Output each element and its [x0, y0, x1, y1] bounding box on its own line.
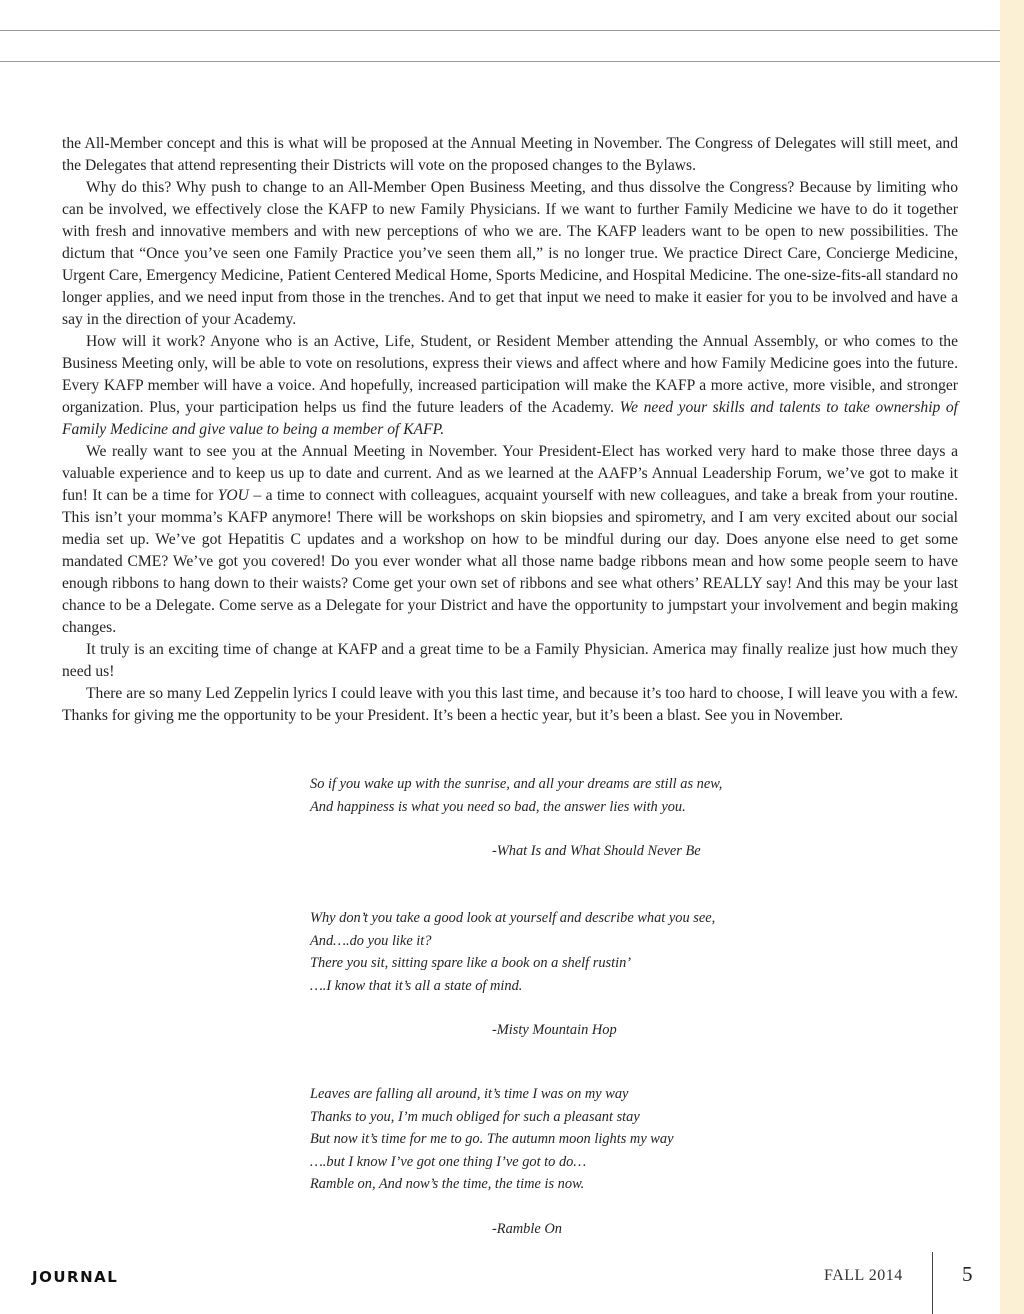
header-rule-top — [0, 30, 1000, 31]
lyric-attribution: -Misty Mountain Hop — [492, 1022, 617, 1038]
lyric-attribution: -Ramble On — [492, 1220, 562, 1237]
lyric-stanza-1 — [310, 773, 770, 863]
lyric-attribution: -What Is and What Should Never Be — [492, 843, 701, 859]
article-paragraph — [62, 441, 958, 639]
paragraph-text: – a time to connect with colleagues, acquaint yourself with new colleagues, and take a break from your routine. This isn’t your momma’s KAFP anymore! There will be workshops on skin biopsies and spirometry, and I am very excited about our social media set up. We’ve got Hepatitis C updates and a workshop on how to be mindful during our day. Does anyone else need to get some mandated CME? We’ve got you covered! Do you ever wonder what all those name badge ribbons mean and how some people seem to have enough ribbons to hang down to their waists? Come get your own set of ribbons and see what others’ REALLY say! And this may be your last chance to be a Delegate. Come serve as a Delegate for your District and have the opportunity to jumpstart your involvement and begin making changes. — [62, 487, 958, 636]
publication-name: JOURNAL — [32, 1268, 119, 1286]
lyric-line: And happiness is what you need so bad, the answer lies with you. — [310, 798, 686, 815]
header-rule-bottom — [0, 61, 1000, 62]
article-paragraph — [62, 331, 958, 441]
lyric-line: Ramble on, And now’s the time, the time is now. — [310, 1176, 585, 1192]
lyric-line: So if you wake up with the sunrise, and all your dreams are still as new, — [310, 776, 723, 792]
lyric-stanza-2 — [310, 907, 770, 1042]
side-color-band — [1000, 0, 1024, 1314]
lyric-stanza-3 — [310, 1083, 770, 1240]
lyric-line: ….but I know I’ve got one thing I’ve got to do… — [310, 1153, 587, 1170]
lyric-line: Thanks to you, I’m much obliged for such a pleasant stay — [310, 1108, 640, 1125]
article-paragraph: the All-Member concept and this is what will be proposed at the Annual Meeting in November. The Congress of Delegates will still meet, and the Delegates that attend representing their Districts will vote on the proposed changes to the Bylaws. — [62, 135, 958, 174]
page-number: 5 — [962, 1262, 973, 1286]
lyric-line: ….I know that it’s all a state of mind. — [310, 977, 523, 994]
lyric-line: Why don’t you take a good look at yourself and describe what you see, — [310, 910, 716, 926]
article-paragraph: Why do this? Why push to change to an All-Member Open Business Meeting, and thus dissolve the Congress? Because by limiting who can be involved, we effectively close the KAFP to new Family Physicians. If we want to further Family Medicine we have to do it together with fresh and innovative members and with new perceptions of who we are. The KAFP leaders want to be open to new possibilities. The dictum that “Once you’ve seen one Family Practice you’ve seen them all,” is no longer true. We practice Direct Care, Concierge Medicine, Urgent Care, Emergency Medicine, Patient Centered Medical Home, Sports Medicine, and Hospital Medicine. The one-size-fits-all standard no longer applies, and we need input from those in the trenches. And to get that input we need to make it easier for you to be involved and have a say in the direction of your Academy. — [62, 179, 958, 328]
lyric-line: But now it’s time for me to go. The autumn moon lights my way — [310, 1131, 674, 1147]
emphasis-text: YOU — [217, 487, 249, 504]
lyric-line: And….do you like it? — [310, 932, 432, 949]
article-paragraph: There are so many Led Zeppelin lyrics I could leave with you this last time, and because it’s too hard to choose, I will leave you with a few. Thanks for giving me the opportunity to be your President. It’s been a hectic year, but it’s been a blast. See you in November. — [62, 685, 958, 724]
issue-label: FALL 2014 — [824, 1267, 903, 1284]
paragraph-text: We really want to see you at the Annual Meeting in November. Your President-Elect has worked very hard to make those three days a valuable experience and to keep us up to date and current. And as we learned at the AAFP’s Annual Leadership Forum, we’ve got to make it fun! It can be a time for — [62, 443, 958, 504]
lyric-line: There you sit, sitting spare like a book on a shelf rustin’ — [310, 955, 632, 971]
paragraph-text: How will it work? Anyone who is an Active, Life, Student, or Resident Member attending the Annual Assembly, or who comes to the Business Meeting only, will be able to vote on resolutions, express their views and affect where and how Family Medicine goes into the future. Every KAFP member will have a voice. And hopefully, increased participation will make the KAFP a more active, more visible, and stronger organization. Plus, your participation helps us find the future leaders of the Academy. — [62, 333, 958, 416]
lyric-line: Leaves are falling all around, it’s time I was on my way — [310, 1086, 629, 1102]
footer-divider — [932, 1252, 933, 1314]
article-body — [62, 133, 958, 727]
article-paragraph: It truly is an exciting time of change at KAFP and a great time to be a Family Physician. America may finally realize just how much they need us! — [62, 641, 958, 680]
emphasis-text: We need your skills and talents to take ownership of Family Medicine and give value to being a member of KAFP. — [62, 399, 958, 438]
